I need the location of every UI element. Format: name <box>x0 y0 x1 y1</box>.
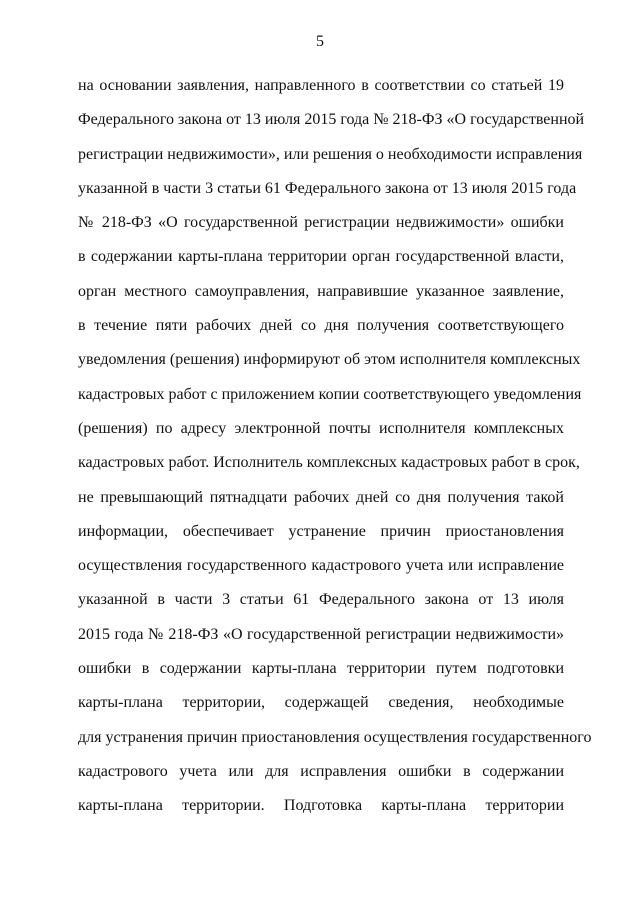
text-line: № 218-ФЗ «О государственной регистрации недвижимости» ошибки <box>78 214 564 232</box>
text-line: для устранения причин приостановления осуществления государственного <box>78 728 592 746</box>
text-line: кадастрового учета или для исправления ошибки в содержании <box>78 762 564 780</box>
text-line: (решения) по адресу электронной почты исполнителя комплексных <box>78 419 564 437</box>
text-line: в течение пяти рабочих дней со дня получения соответствующего <box>78 317 564 335</box>
text-line: указанной в части 3 статьи 61 Федерального закона от 13 июля <box>78 591 564 609</box>
text-line: карты-плана территории. Подготовка карты-плана территории <box>78 797 564 815</box>
text-line: кадастровых работ. Исполнитель комплексных кадастровых работ в срок, <box>78 454 580 472</box>
text-line: карты-плана территории, содержащей сведения, необходимые <box>78 694 564 712</box>
body-text <box>78 69 592 824</box>
text-line: регистрации недвижимости», или решения о необходимости исправления <box>78 145 583 163</box>
text-line: в содержании карты-плана территории орган государственной власти, <box>78 248 564 266</box>
text-line: указанной в части 3 статьи 61 Федерального закона от 13 июля 2015 года <box>78 179 577 197</box>
text-line: информации, обеспечивает устранение причин приостановления <box>78 522 564 540</box>
text-line: ошибки в содержании карты-плана территории путем подготовки <box>78 660 564 678</box>
text-line: 2015 года № 218-ФЗ «О государственной регистрации недвижимости» <box>78 625 564 643</box>
page-number: 5 <box>316 33 324 50</box>
text-line: кадастровых работ с приложением копии соответствующего уведомления <box>78 385 582 403</box>
text-line: не превышающий пятнадцати рабочих дней со дня получения такой <box>78 488 564 506</box>
text-line: орган местного самоуправления, направившие указанное заявление, <box>78 282 564 300</box>
text-line: осуществления государственного кадастрового учета или исправление <box>78 557 564 575</box>
text-line: уведомления (решения) информируют об этом исполнителя комплексных <box>78 351 581 369</box>
text-line: на основании заявления, направленного в соответствии со статьей 19 <box>78 77 564 94</box>
text-line: Федерального закона от 13 июля 2015 года № 218-ФЗ «О государственной <box>78 111 585 129</box>
